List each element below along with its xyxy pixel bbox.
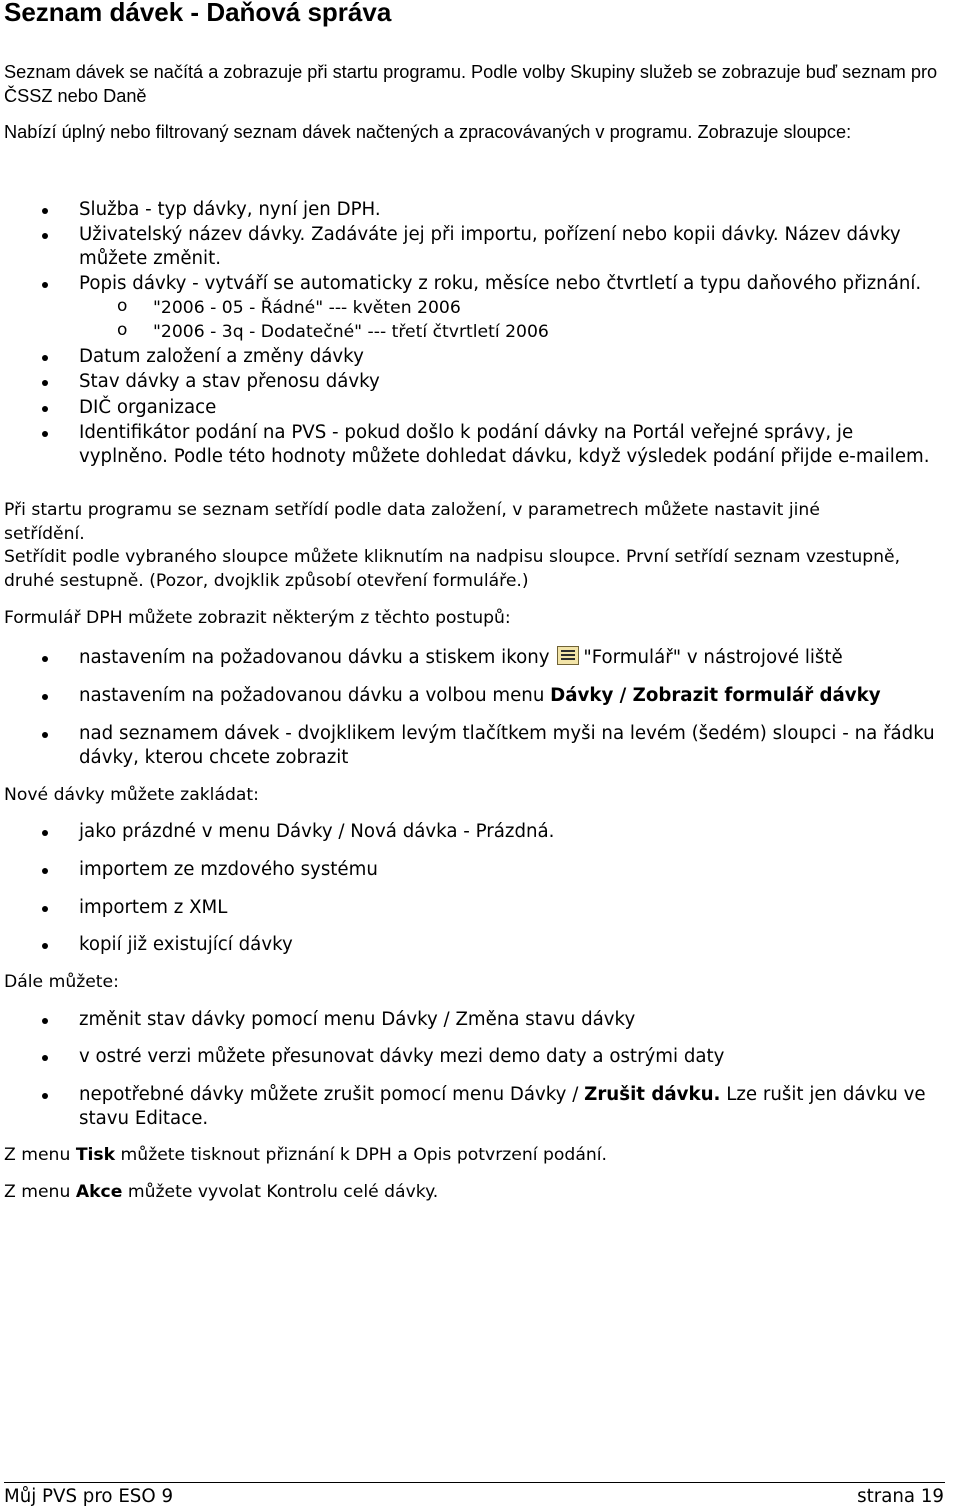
bullet-icon: [42, 830, 48, 836]
bullet-icon: [42, 355, 48, 361]
list-item-text: nad seznamem dávek - dvojklikem levým tlačítkem myši na levém (šedém) sloupci - na řádku dávky, kterou chcete zobrazit: [79, 723, 935, 768]
bullet-icon: [42, 1093, 48, 1099]
form-ways-paragraph: Formulář DPH můžete zobrazit některým z těchto postupů:: [4, 608, 511, 628]
text-part: můžete vyvolat Kontrolu celé dávky.: [122, 1182, 439, 1202]
list-item-text-part: Lze rušit jen dávku ve stavu Editace.: [79, 1084, 926, 1129]
list-item-text: [79, 646, 939, 670]
sub-bullet-icon: o: [117, 320, 128, 340]
bullet-icon: [42, 233, 48, 239]
list-item-text-part: nastavením na požadovanou dávku a stiskem ikony: [79, 647, 550, 668]
list-item-text: DIČ organizace: [79, 397, 217, 418]
list-item-text: Identifikátor podání na PVS - pokud došlo k podání dávky na Portál veřejné správy, je vyplněno. Podle této hodnoty můžete dohledat dávku, když výsledek podání přijde e-mailem.: [79, 422, 930, 467]
bullet-icon: [42, 1055, 48, 1061]
footer-title: Můj PVS pro ESO 9: [4, 1486, 174, 1507]
bullet-icon: [42, 282, 48, 288]
list-item-text: v ostré verzi můžete přesunovat dávky mezi demo daty a ostrými daty: [79, 1046, 725, 1067]
menu-path: Zrušit dávku.: [584, 1084, 721, 1105]
list-item-text: importem z XML: [79, 897, 228, 918]
more-paragraph: Dále můžete:: [4, 972, 119, 992]
menu-name: Tisk: [75, 1145, 116, 1165]
new-batches-paragraph: Nové dávky můžete zakládat:: [4, 785, 259, 805]
bullet-icon: [42, 380, 48, 386]
sub-list-item-text: "2006 - 05 - Řádné" --- květen 2006: [153, 298, 461, 318]
list-item-text: Stav dávky a stav přenosu dávky: [79, 371, 380, 392]
footer-divider: [4, 1482, 945, 1483]
sort-paragraph: Při startu programu se seznam setřídí podle data založení, v parametrech můžete nastavit jiné setřídění.: [4, 500, 820, 544]
menu-name: Akce: [75, 1182, 123, 1202]
print-paragraph: [4, 1143, 904, 1167]
list-item-text: jako prázdné v menu Dávky / Nová dávka - Prázdná.: [79, 821, 555, 842]
bullet-icon: [42, 868, 48, 874]
columns-intro-paragraph: Nabízí úplný nebo filtrovaný seznam dávek načtených a zpracovávaných v programu. Zobrazuje sloupce:: [4, 122, 852, 142]
list-item-text: Služba - typ dávky, nyní jen DPH.: [79, 199, 381, 220]
actions-paragraph: [4, 1180, 904, 1204]
bullet-icon: [42, 943, 48, 949]
list-item-text: kopií již existující dávky: [79, 934, 293, 955]
list-item-text: [79, 684, 939, 708]
bullet-icon: [42, 208, 48, 214]
list-item-text: [79, 1083, 939, 1131]
list-item-text-part: nastavením na požadovanou dávku a volbou menu: [79, 685, 551, 706]
sort-column-paragraph: Setřídit podle vybraného sloupce můžete kliknutím na nadpisu sloupce. První setřídí seznam vzestupně, druhé sestupně. (Pozor, dvojklik způsobí otevření formuláře.): [4, 547, 901, 591]
bullet-icon: [42, 906, 48, 912]
bullet-icon: [42, 1018, 48, 1024]
text-part: můžete tisknout přiznání k DPH a Opis potvrzení podání.: [115, 1145, 607, 1165]
bullet-icon: [42, 656, 48, 662]
sub-list-item-text: "2006 - 3q - Dodatečné" --- třetí čtvrtletí 2006: [153, 322, 549, 342]
sub-bullet-icon: o: [117, 296, 128, 316]
list-item-text: Datum založení a změny dávky: [79, 346, 364, 367]
list-item-text: importem ze mzdového systému: [79, 859, 378, 880]
text-part: Z menu: [4, 1182, 76, 1202]
menu-path: Dávky / Zobrazit formulář dávky: [550, 685, 881, 706]
page-number: strana 19: [857, 1486, 944, 1507]
page-title: Seznam dávek - Daňová správa: [4, 0, 392, 27]
list-item-text-part: "Formulář" v nástrojové liště: [583, 647, 843, 668]
list-item-text: Popis dávky - vytváří se automaticky z roku, měsíce nebo čtvrtletí a typu daňového přiznání.: [79, 273, 922, 294]
bullet-icon: [42, 431, 48, 437]
bullet-icon: [42, 732, 48, 738]
form-icon: [557, 646, 579, 665]
list-item-text: Uživatelský název dávky. Zadáváte jej při importu, pořízení nebo kopii dávky. Název dávky můžete změnit.: [79, 224, 901, 269]
intro-paragraph: Seznam dávek se načítá a zobrazuje při startu programu. Podle volby Skupiny služeb se zobrazuje buď seznam pro ČSSZ nebo Daně: [4, 62, 938, 106]
bullet-icon: [42, 406, 48, 412]
list-item-text-part: nepotřebné dávky můžete zrušit pomocí menu Dávky /: [79, 1084, 585, 1105]
text-part: Z menu: [4, 1145, 76, 1165]
bullet-icon: [42, 694, 48, 700]
list-item-text: změnit stav dávky pomocí menu Dávky / Změna stavu dávky: [79, 1009, 636, 1030]
